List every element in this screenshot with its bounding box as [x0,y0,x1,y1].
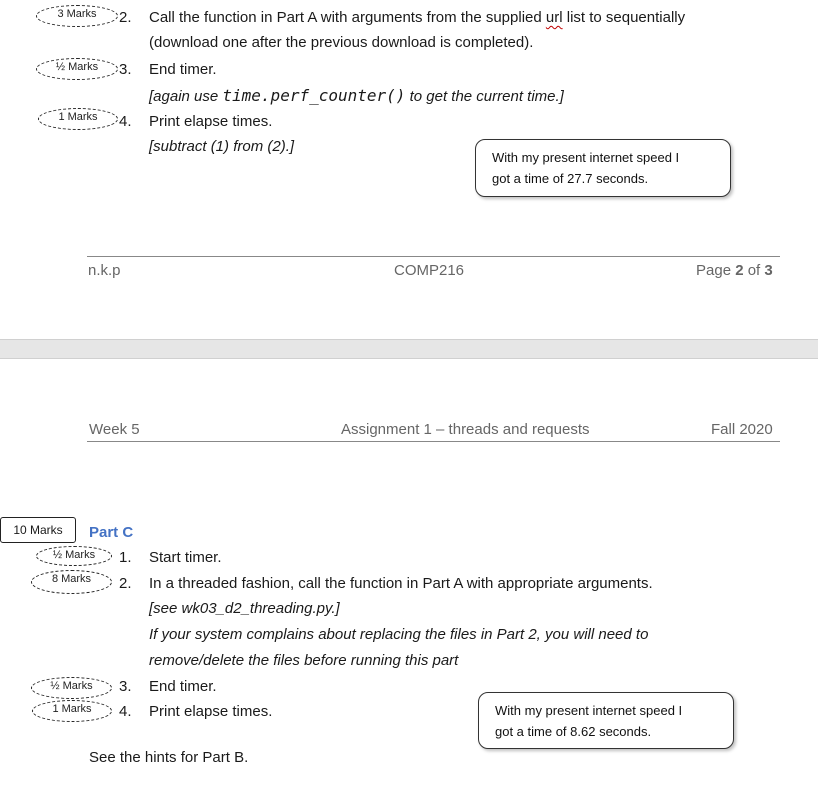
item-text: Print elapse times. [149,703,273,720]
footer-center: COMP216 [394,262,465,279]
item-note: [see wk03_d2_threading.py.] [149,600,340,617]
item-number: 4. [119,113,132,130]
callout-line: got a time of 27.7 seconds. [492,171,649,186]
item-number: 1. [119,549,132,566]
marks-bubble: ½ Marks [31,677,112,699]
section-marks-box: 10 Marks [0,517,76,543]
footer-divider [87,256,780,257]
item-text: In a threaded fashion, call the function in Part A with appropriate arguments. [149,575,653,592]
item-text: Start timer. [149,549,222,566]
item-note: If your system complains about replacing the files in Part 2, you will need to [149,626,649,643]
marks-bubble: ½ Marks [36,546,112,566]
item-number: 3. [119,678,132,695]
header-left: Week 5 [89,421,140,438]
item-number: 3. [119,61,132,78]
page-gap [0,339,818,359]
callout-line: got a time of 8.62 seconds. [495,724,652,739]
item-number: 2. [119,575,132,592]
item-number: 4. [119,703,132,720]
header-right: Fall 2020 [711,421,773,438]
item-note: [again use time.perf_counter() to get the current time.] [149,86,564,105]
marks-bubble: 3 Marks [36,5,118,27]
comment-callout [478,692,734,749]
marks-bubble: 1 Marks [32,700,112,722]
comment-callout [475,139,731,197]
item-text: End timer. [149,61,217,78]
inline-code: time.perf_counter() [222,86,406,105]
footer-left: n.k.p [88,262,121,279]
item-number: 2. [119,9,132,26]
item-text: Print elapse times. [149,113,273,130]
footer-page-number: Page 2 of 3 [696,262,773,279]
hint-text: See the hints for Part B. [89,749,249,766]
item-note: [subtract (1) from (2).] [149,138,295,155]
marks-bubble: 1 Marks [38,108,118,130]
marks-bubble: ½ Marks [36,58,118,80]
item-text: End timer. [149,678,217,695]
header-divider [87,441,780,442]
page-2 [0,0,818,339]
marks-bubble: 8 Marks [31,570,112,594]
callout-line: With my present internet speed I [492,150,680,165]
header-center: Assignment 1 – threads and requests [341,421,590,438]
section-heading: Part C [89,524,134,541]
item-text: Call the function in Part A with arguments from the supplied url list to sequentially [149,9,686,26]
spellcheck-word[interactable]: url [545,9,563,26]
page-3 [0,359,818,808]
item-note: remove/delete the files before running this part [149,652,459,669]
callout-line: With my present internet speed I [495,703,683,718]
item-text-continued: (download one after the previous download is completed). [149,34,534,51]
